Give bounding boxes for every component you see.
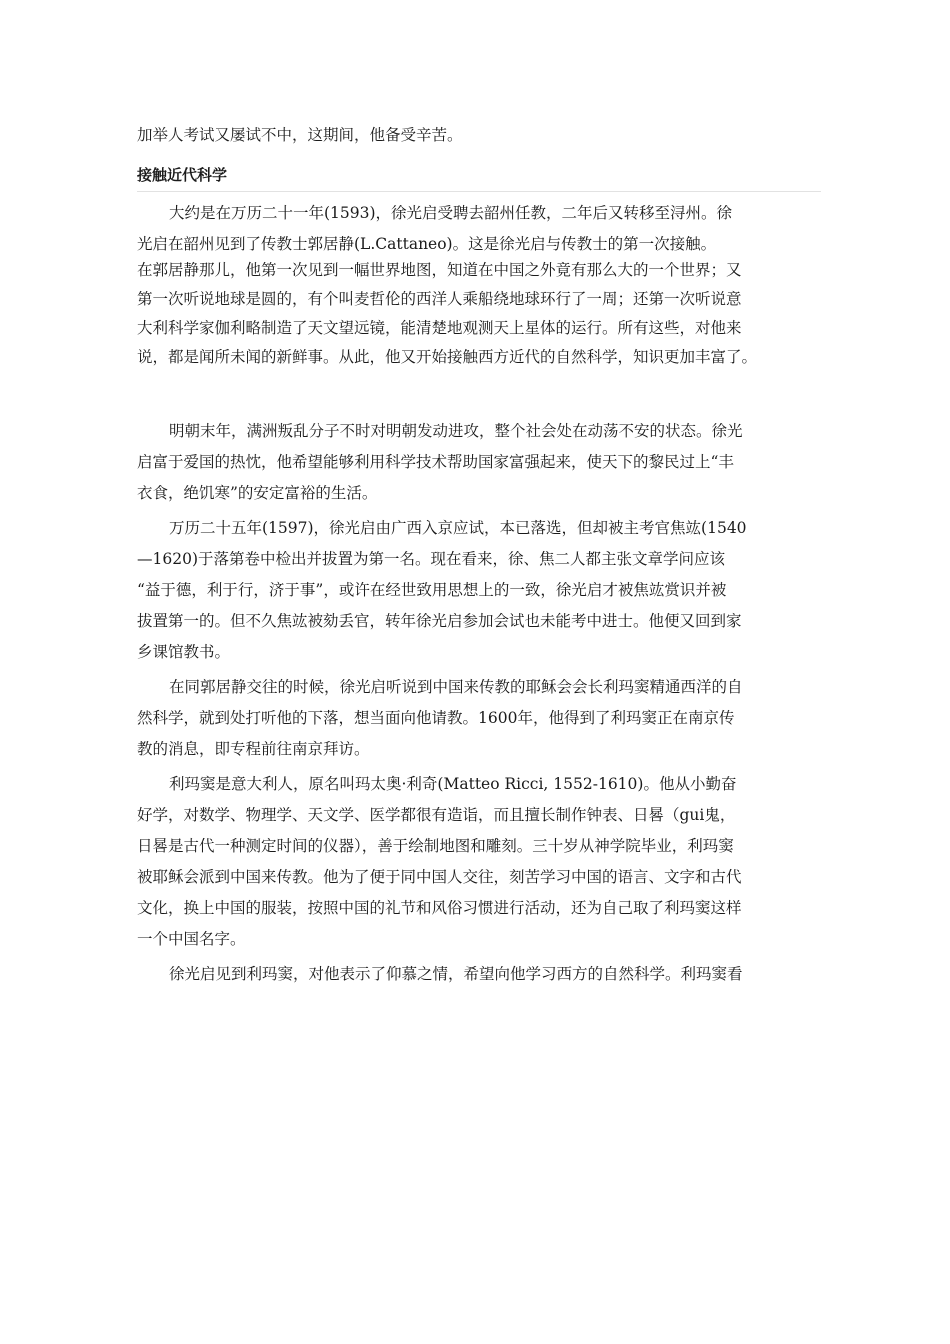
paragraph-line: 说，都是闻所未闻的新鲜事。从此，他又开始接触西方近代的自然科学，知识更加丰富了。 xyxy=(137,348,758,366)
paragraph-line: 明朝末年，满洲叛乱分子不时对明朝发动进攻，整个社会处在动荡不安的状态。徐光 xyxy=(169,422,743,440)
paragraph-line: 然科学，就到处打听他的下落，想当面向他请教。1600年，他得到了利玛窦正在南京传 xyxy=(137,709,735,727)
paragraph-line: 被耶稣会派到中国来传教。他为了便于同中国人交往，刻苦学习中国的语言、文字和古代 xyxy=(137,868,742,886)
paragraph-line: 徐光启见到利玛窦，对他表示了仰慕之情，希望向他学习西方的自然科学。利玛窦看 xyxy=(169,965,743,983)
paragraph-line: —1620)于落第卷中检出并拔置为第一名。现在看来，徐、焦二人都主张文章学问应该 xyxy=(137,550,725,568)
paragraph-line: 启富于爱国的热忱，他希望能够利用科学技术帮助国家富强起来，使天下的黎民过上“丰 xyxy=(137,453,734,471)
paragraph-line: 在同郭居静交往的时候，徐光启听说到中国来传教的耶稣会会长利玛窦精通西洋的自 xyxy=(169,678,743,696)
heading-divider xyxy=(137,191,821,192)
paragraph-7 xyxy=(137,959,821,990)
paragraph-2 xyxy=(137,256,821,372)
paragraph-6 xyxy=(137,769,821,955)
intro-line: 加举人考试又屡试不中，这期间，他备受辛苦。 xyxy=(137,126,463,144)
paragraph-line: 好学，对数学、物理学、天文学、医学都很有造诣，而且擅长制作钟表、日晷（gui鬼， xyxy=(137,806,736,824)
paragraph-line: 拔置第一的。但不久焦竑被劾丢官，转年徐光启参加会试也未能考中进士。他便又回到家 xyxy=(137,612,742,630)
paragraph-3 xyxy=(137,416,821,509)
paragraph-line: 大利科学家伽利略制造了天文望远镜，能清楚地观测天上星体的运行。所有这些，对他来 xyxy=(137,319,742,337)
paragraph-4 xyxy=(137,513,821,668)
paragraph-line: “益于德，利于行，济于事”，或许在经世致用思想上的一致，徐光启才被焦竑赏识并被 xyxy=(137,581,727,599)
paragraph-line: 日晷是古代一种测定时间的仪器），善于绘制地图和雕刻。三十岁从神学院毕业，利玛窦 xyxy=(137,837,734,855)
paragraph-line: 乡课馆教书。 xyxy=(137,643,231,661)
paragraph-line: 衣食，绝饥寒”的安定富裕的生活。 xyxy=(137,484,378,502)
paragraph-line: 利玛窦是意大利人，原名叫玛太奥·利奇(Matteo Ricci, 1552-1610)。他从小勤奋 xyxy=(169,775,737,793)
paragraph-line: 教的消息，即专程前往南京拜访。 xyxy=(137,740,370,758)
paragraph-line: 大约是在万历二十一年(1593)，徐光启受聘去韶州任教，二年后又转移至浔州。徐 xyxy=(169,204,733,222)
paragraph-1 xyxy=(137,198,821,260)
paragraph-line: 万历二十五年(1597)，徐光启由广西入京应试，本已落选，但却被主考官焦竑(1540 xyxy=(169,519,747,537)
paragraph-line: 光启在韶州见到了传教士郭居静(L.Cattaneo)。这是徐光启与传教士的第一次接触。 xyxy=(137,235,717,253)
paragraph-gap xyxy=(137,376,821,416)
paragraph-line: 文化，换上中国的服装，按照中国的礼节和风俗习惯进行活动，还为自己取了利玛窦这样 xyxy=(137,899,742,917)
paragraph-5 xyxy=(137,672,821,765)
paragraph-line: 一个中国名字。 xyxy=(137,930,246,948)
paragraph-line: 在郭居静那儿，他第一次见到一幅世界地图，知道在中国之外竟有那么大的一个世界；又 xyxy=(137,261,742,279)
paragraph-line: 第一次听说地球是圆的，有个叫麦哲伦的西洋人乘船绕地球环行了一周；还第一次听说意 xyxy=(137,290,742,308)
document-page xyxy=(137,120,821,994)
section-heading: 接触近代科学 xyxy=(137,166,228,184)
